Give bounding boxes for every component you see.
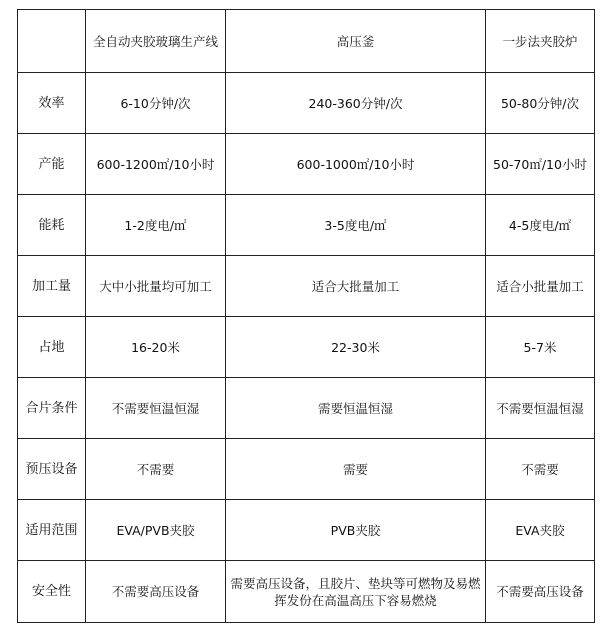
header-cell-corner: [18, 10, 86, 73]
table-cell: 大中小批量均可加工: [86, 256, 226, 317]
table-cell: 需要: [226, 439, 486, 500]
table-row: [18, 134, 595, 195]
table-cell: 22-30米: [226, 317, 486, 378]
table-row: [18, 439, 595, 500]
row-label-batch: 加工量: [18, 256, 86, 317]
table-cell: 不需要高压设备: [486, 561, 595, 623]
table-cell: 50-70㎡/10小时: [486, 134, 595, 195]
table-cell: 不需要恒温恒湿: [486, 378, 595, 439]
header-cell-one-step-furnace: 一步法夹胶炉: [486, 10, 595, 73]
table-cell: 600-1200㎡/10小时: [86, 134, 226, 195]
table-header-row: [18, 10, 595, 73]
table-cell: 1-2度电/㎡: [86, 195, 226, 256]
row-label-energy: 能耗: [18, 195, 86, 256]
header-cell-autoclave: 高压釜: [226, 10, 486, 73]
table-row: [18, 256, 595, 317]
table-cell: 适合小批量加工: [486, 256, 595, 317]
header-cell-auto-line: 全自动夹胶玻璃生产线: [86, 10, 226, 73]
table-row: [18, 195, 595, 256]
table-cell: 600-1000㎡/10小时: [226, 134, 486, 195]
table-cell: 4-5度电/㎡: [486, 195, 595, 256]
table-cell: 240-360分钟/次: [226, 73, 486, 134]
table-cell: 不需要: [86, 439, 226, 500]
comparison-table-container: [17, 9, 595, 623]
table-cell: 不需要恒温恒湿: [86, 378, 226, 439]
row-label-safety: 安全性: [18, 561, 86, 623]
row-label-prepress: 预压设备: [18, 439, 86, 500]
table-cell: 适合大批量加工: [226, 256, 486, 317]
table-cell: 6-10分钟/次: [86, 73, 226, 134]
table-cell: 3-5度电/㎡: [226, 195, 486, 256]
row-label-capacity: 产能: [18, 134, 86, 195]
table-row: [18, 561, 595, 623]
table-cell: 16-20米: [86, 317, 226, 378]
table-row: [18, 317, 595, 378]
table-cell: 不需要高压设备: [86, 561, 226, 623]
table-cell: EVA夹胶: [486, 500, 595, 561]
table-cell: 不需要: [486, 439, 595, 500]
row-label-applicable-scope: 适用范围: [18, 500, 86, 561]
table-row: [18, 378, 595, 439]
row-label-efficiency: 效率: [18, 73, 86, 134]
table-cell: 需要高压设备，且胶片、垫块等可燃物及易燃挥发份在高温高压下容易燃烧: [226, 561, 486, 623]
comparison-table: [17, 9, 595, 623]
row-label-footprint: 占地: [18, 317, 86, 378]
table-cell: PVB夹胶: [226, 500, 486, 561]
table-row: [18, 500, 595, 561]
table-cell: 需要恒温恒湿: [226, 378, 486, 439]
table-row: [18, 73, 595, 134]
table-cell: EVA/PVB夹胶: [86, 500, 226, 561]
table-cell: 50-80分钟/次: [486, 73, 595, 134]
row-label-lamination-conditions: 合片条件: [18, 378, 86, 439]
table-cell: 5-7米: [486, 317, 595, 378]
